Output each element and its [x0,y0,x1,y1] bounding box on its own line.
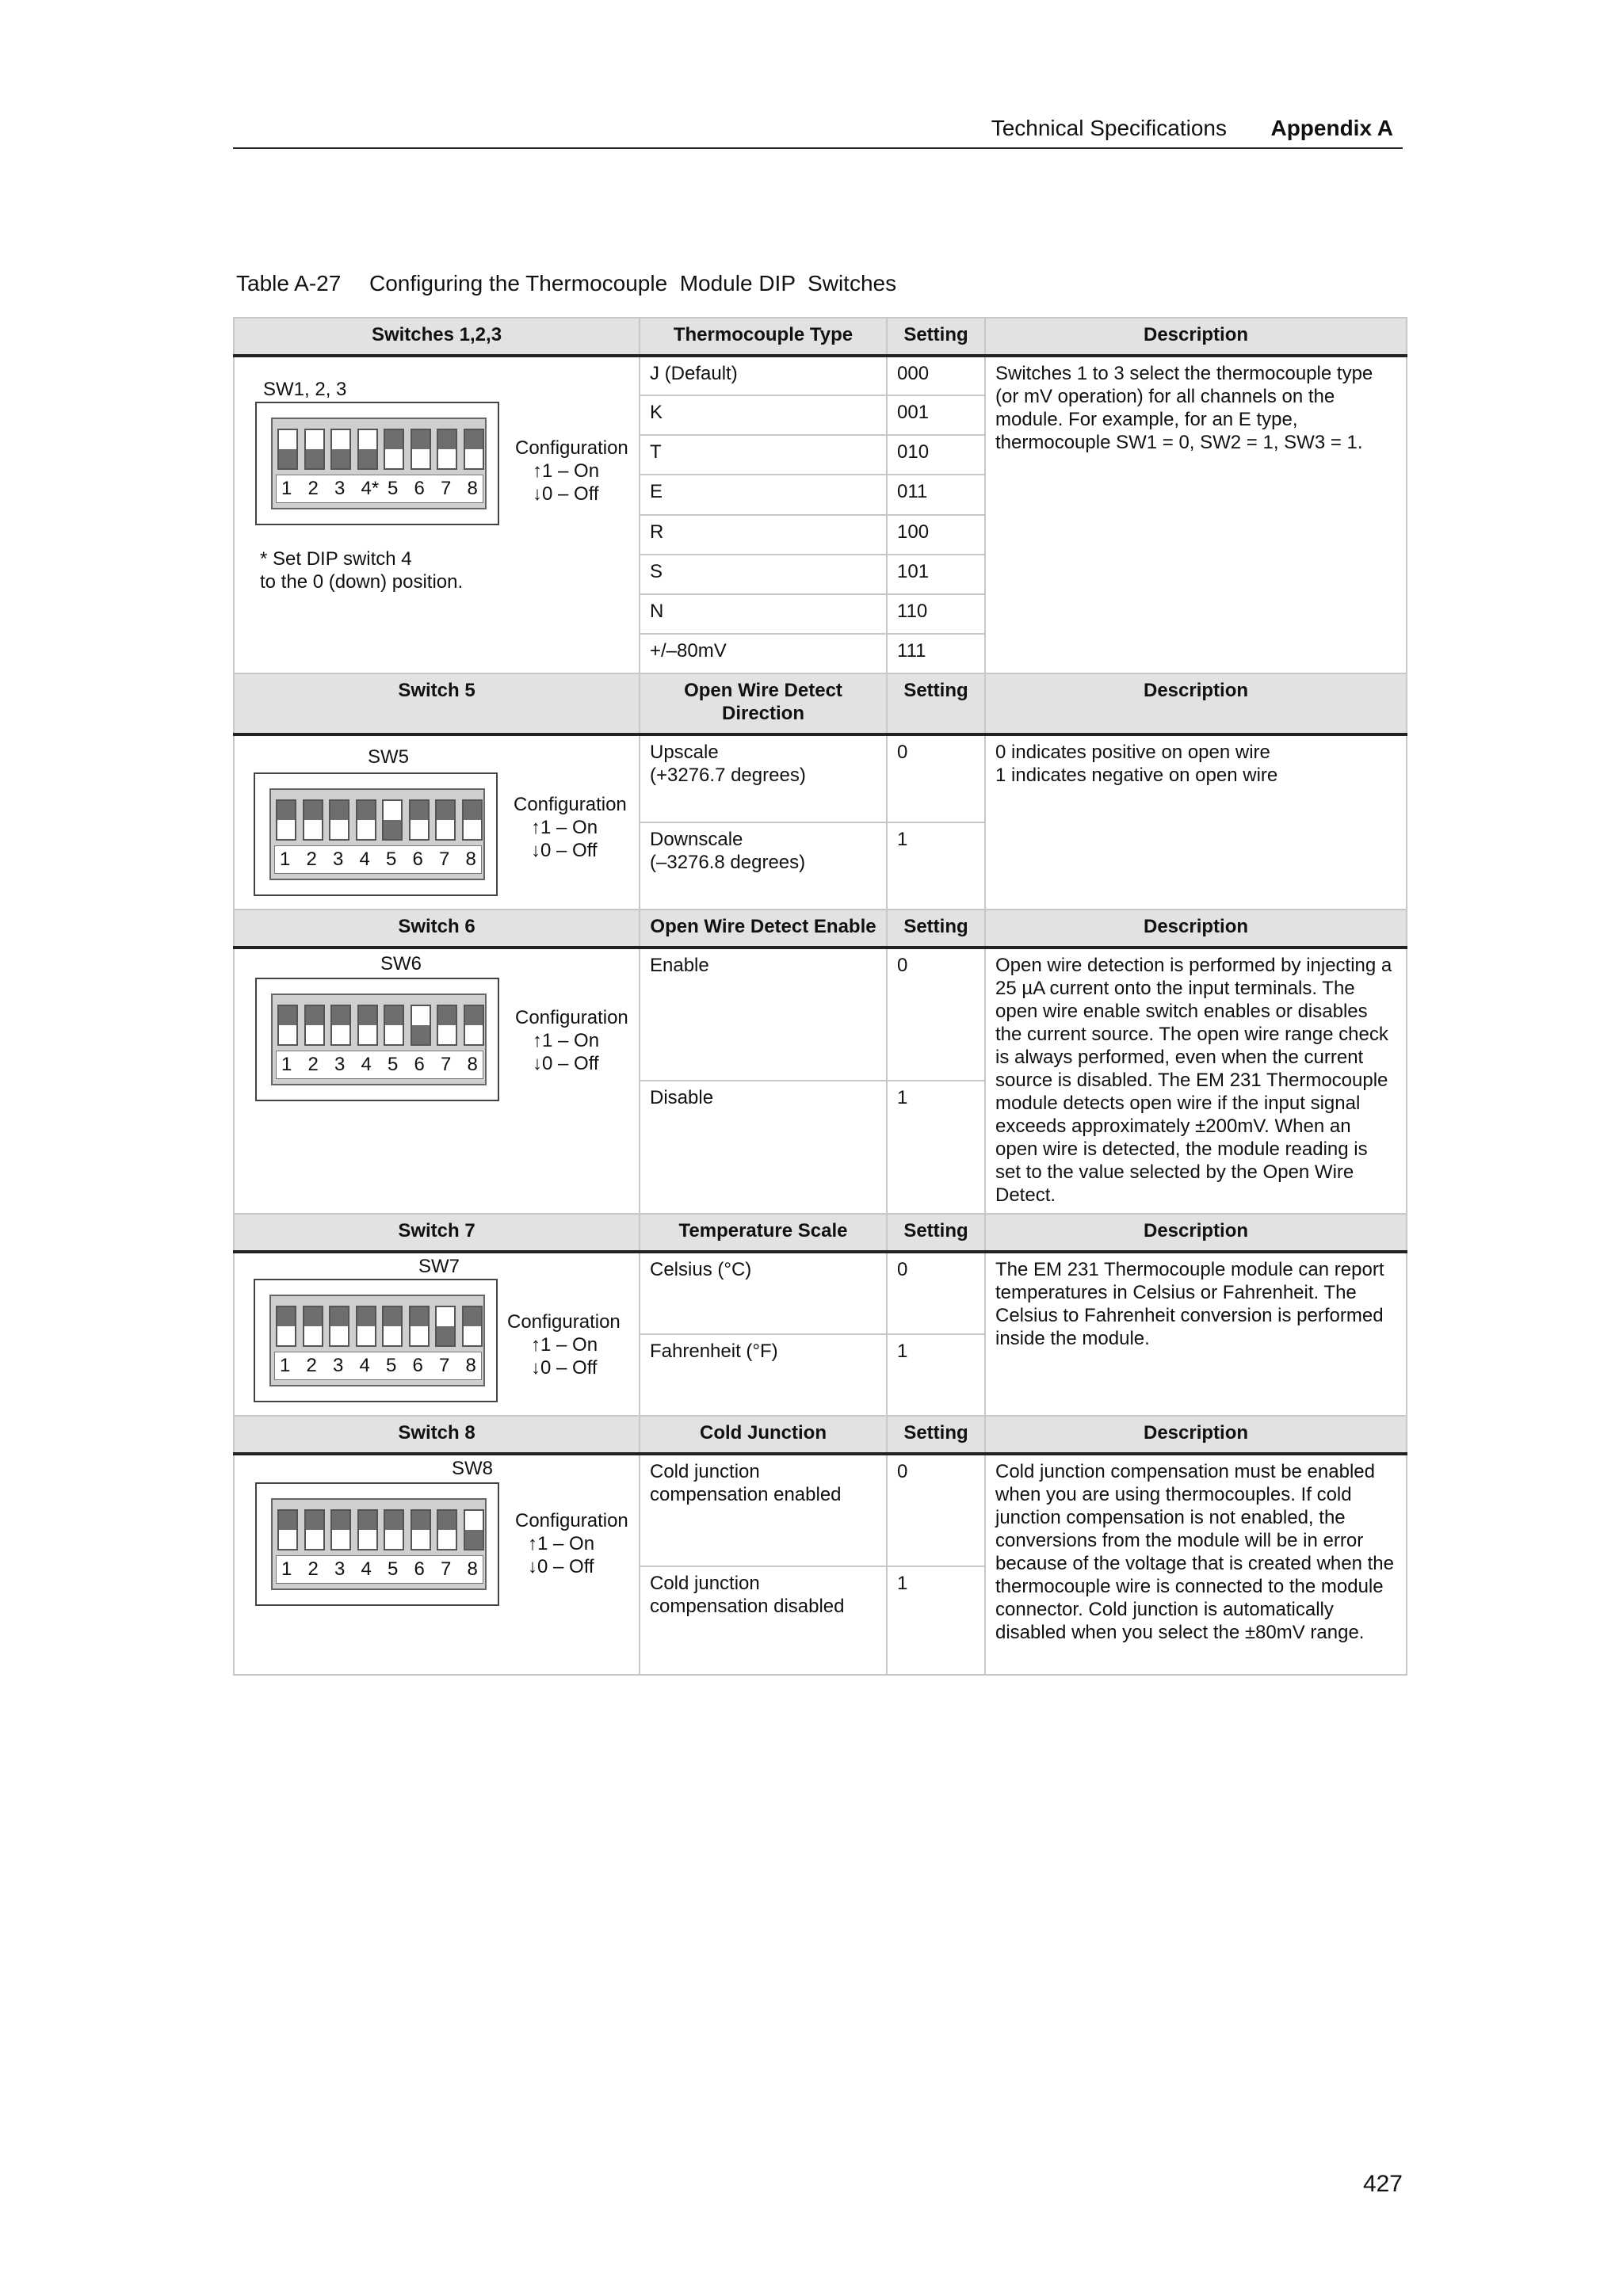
type-cell: Enable [640,948,887,1081]
switch-lever [357,1307,375,1326]
dip-switch-8 [462,799,483,841]
dip-figure-cell [234,356,640,673]
table-header-row [234,910,1407,948]
figure-label: SW7 [418,1256,460,1277]
arrow-down-icon: ↓ [528,1556,537,1577]
switch-lever [332,1006,349,1025]
switch-number-label: 6 [414,1054,425,1075]
table-header-row [234,1416,1407,1454]
switch-lever [412,1025,430,1044]
switch-lever [304,801,322,820]
switch-number-label: 7 [439,849,450,870]
config-off-row [515,1555,628,1578]
switch-lever [306,1006,323,1025]
type-cell: +/–80mV [640,634,887,673]
arrow-up-icon: ↑ [531,817,540,838]
header-cell: Setting [887,673,985,734]
dip-switch-1 [277,1509,298,1550]
dip-switch-4 [357,1509,378,1550]
header-cell: Thermocouple Type [640,318,887,356]
switch-number-label: 1 [281,478,292,499]
switch-number-label: 2 [306,1355,317,1376]
dip-switch-6 [409,1306,430,1347]
switch-number-label: 8 [467,1558,478,1580]
switch-number-label: 8 [465,1355,476,1376]
table-caption [236,271,896,296]
type-cell: Downscale (–3276.8 degrees) [640,822,887,910]
switch-number-label: 4 [361,1054,372,1075]
switch-number-label: 3 [333,1355,344,1376]
dip-switch-3 [329,799,349,841]
dip-switch-7 [437,429,457,470]
arrow-up-icon: ↑ [528,1533,537,1554]
switch-number-label: 6 [412,849,423,870]
setting-cell: 101 [887,555,985,594]
figure-label: SW8 [452,1458,494,1479]
setting-cell: 001 [887,395,985,435]
dip-switch-block [269,1295,485,1386]
switch-number-label: 1 [281,1054,292,1075]
switch-lever [306,1511,323,1530]
switch-number-label: 3 [334,1558,346,1580]
switch-number-label: 1 [280,1355,291,1376]
switch-number-strip [274,845,482,874]
config-legend [515,1509,628,1578]
switch-number-strip [276,1051,483,1079]
dip-figure-cell [234,1454,640,1675]
switch-lever [464,1307,481,1326]
dip-switch-4 [357,1005,378,1046]
header-cell: Description [985,673,1407,734]
setting-cell: 000 [887,356,985,395]
switch-number-label: 1 [280,849,291,870]
dip-switch-1 [276,799,296,841]
type-cell: Celsius (°C) [640,1252,887,1334]
dip-switch-block [271,418,487,509]
arrow-up-icon: ↑ [533,1030,542,1051]
config-off: 0 – Off [540,840,598,861]
switch-lever [279,1006,296,1025]
dip-switch-3 [330,429,351,470]
page-number: 427 [1362,2171,1403,2197]
table-row [234,1252,1407,1334]
switch-lever [330,801,348,820]
dip-switch-diagram [255,1482,499,1606]
switch-lever [279,1511,296,1530]
switch-lever [359,1511,376,1530]
dip-switch-8 [464,1005,484,1046]
switch-lever [304,1307,322,1326]
description-cell: The EM 231 Thermocouple module can report temperatures in Celsius or Fahrenheit. The Celsius to Fahrenheit conversion is performed inside the module. [985,1252,1407,1416]
dip-switch-7 [435,1306,456,1347]
dip-figure [235,1455,640,1674]
dip-switch-1 [277,429,298,470]
arrow-up-icon: ↑ [531,1334,540,1356]
config-off: 0 – Off [542,483,599,505]
dip-figure [235,1253,640,1415]
setting-cell: 010 [887,435,985,475]
header-section-title: Technical Specifications [991,116,1227,140]
switch-lever [359,1006,376,1025]
dip-switch-2 [303,799,323,841]
header-cell: Open Wire Detect Direction [640,673,887,734]
header-cell: Description [985,1416,1407,1454]
switch-lever [332,449,349,468]
dip-switch-2 [304,1005,325,1046]
dip-switch-7 [435,799,456,841]
switch-number-strip [276,1555,483,1584]
setting-cell: 011 [887,475,985,514]
config-off-row [514,839,627,862]
switch-number-label: 7 [441,1558,452,1580]
dip-switch-4 [357,429,378,470]
dip-switch-5 [382,1306,403,1347]
type-cell: T [640,435,887,475]
page-header [233,116,1403,149]
switch-lever [464,801,481,820]
config-legend [507,1310,621,1379]
config-off: 0 – Off [542,1053,599,1074]
switch-number-label: 5 [388,1558,399,1580]
dip-figure [235,736,640,909]
header-cell: Switch 6 [234,910,640,948]
switch-lever [411,1307,428,1326]
switch-number-label: 4* [361,478,380,499]
switch-lever [465,1006,483,1025]
table-row [234,948,1407,1081]
config-on: 1 – On [542,460,600,482]
figure-label: SW1, 2, 3 [263,379,347,400]
dip-note: * Set DIP switch 4 to the 0 (down) position. [260,548,464,593]
setting-cell: 110 [887,594,985,634]
config-on-row [515,1029,628,1052]
table-header-row [234,673,1407,734]
switch-lever [465,430,483,449]
switch-number-label: 5 [386,849,397,870]
table-row [234,356,1407,395]
config-legend [515,437,628,505]
figure-label: SW5 [368,746,410,768]
arrow-down-icon: ↓ [531,840,540,861]
dip-switch-block [269,788,485,880]
setting-cell: 1 [887,1566,985,1675]
switch-lever [385,1511,403,1530]
dip-switch-2 [304,1509,325,1550]
type-cell: S [640,555,887,594]
switch-lever [359,449,376,468]
config-title: Configuration [515,1007,628,1028]
switch-lever [411,801,428,820]
dip-switch-7 [437,1005,457,1046]
config-off: 0 – Off [540,1357,598,1379]
arrow-down-icon: ↓ [533,1053,542,1074]
config-legend [515,1006,628,1075]
switch-number-label: 5 [388,1054,399,1075]
switch-lever [438,1511,456,1530]
switch-number-label: 3 [334,478,346,499]
config-off-row [507,1356,621,1379]
config-on-row [515,460,628,482]
table-number: Table A-27 [236,271,342,296]
dip-switch-6 [411,1005,431,1046]
dip-switch-diagram [255,978,499,1101]
table-row [234,734,1407,822]
dip-switch-diagram [254,1279,498,1402]
config-off: 0 – Off [537,1556,594,1577]
type-cell: K [640,395,887,435]
switch-lever [437,801,454,820]
description-cell: Open wire detection is performed by injecting a 25 µA current onto the input terminals. The open wire enable switch enables or disables the current source. The open wire range check is always performed, even when the current source is disabled. The EM 231 Thermocouple module detects open wire if the input signal exceeds approximately ±200mV. When an open wire is detected, the module reading is set to the value selected by the Open Wire Detect. [985,948,1407,1214]
config-on-row [515,1532,628,1555]
setting-cell: 0 [887,1454,985,1566]
setting-cell: 0 [887,948,985,1081]
config-off-row [515,482,628,505]
setting-cell: 0 [887,1252,985,1334]
switch-number-strip [274,1352,482,1380]
header-appendix-label: Appendix A [1270,116,1393,140]
dip-figure [235,357,640,673]
header-cell: Cold Junction [640,1416,887,1454]
table-header-row [234,1214,1407,1252]
dip-switch-1 [276,1306,296,1347]
dip-switch-block [271,1498,487,1590]
switch-lever [384,1307,401,1326]
header-cell: Temperature Scale [640,1214,887,1252]
switch-lever [277,801,295,820]
dip-switch-1 [277,1005,298,1046]
setting-cell: 1 [887,1334,985,1417]
switch-lever [357,801,375,820]
config-title: Configuration [507,1311,621,1333]
dip-switch-diagram [254,772,498,896]
header-cell: Setting [887,1416,985,1454]
switch-number-label: 7 [441,478,452,499]
table-title: Configuring the Thermocouple Module DIP Switches [369,271,897,296]
switch-number-label: 4 [359,849,370,870]
header-cell: Description [985,1214,1407,1252]
switch-number-label: 5 [388,478,399,499]
dip-switch-5 [384,429,404,470]
header-cell: Setting [887,318,985,356]
header-cell: Open Wire Detect Enable [640,910,887,948]
figure-label: SW6 [380,953,422,974]
switch-number-label: 8 [467,1054,478,1075]
switch-lever [384,820,401,839]
switch-number-label: 1 [281,1558,292,1580]
switch-number-label: 4 [361,1558,372,1580]
dip-figure-cell [234,948,640,1214]
description-cell: 0 indicates positive on open wire 1 indicates negative on open wire [985,734,1407,910]
config-title: Configuration [515,1510,628,1531]
dip-figure-cell [234,1252,640,1416]
arrow-down-icon: ↓ [531,1357,540,1379]
switch-number-label: 5 [386,1355,397,1376]
dip-switch-7 [437,1509,457,1550]
config-title: Configuration [515,437,628,459]
type-cell: N [640,594,887,634]
setting-cell: 100 [887,515,985,555]
switch-number-strip [276,475,483,503]
switch-number-label: 8 [465,849,476,870]
description-cell: Switches 1 to 3 select the thermocouple type (or mV operation) for all channels on the module. For example, for an E type, thermocouple SW1 = 0, SW2 = 1, SW3 = 1. [985,356,1407,673]
switch-number-label: 2 [307,1054,319,1075]
type-cell: Cold junction compensation disabled [640,1566,887,1675]
dip-switch-diagram [255,402,499,525]
dip-switch-5 [384,1509,404,1550]
table-header-row [234,318,1407,356]
header-cell: Switches 1,2,3 [234,318,640,356]
switch-number-label: 3 [334,1054,346,1075]
header-cell: Switch 5 [234,673,640,734]
type-cell: R [640,515,887,555]
arrow-down-icon: ↓ [533,483,542,505]
switch-number-label: 6 [412,1355,423,1376]
switch-lever [465,1530,483,1549]
dip-switch-3 [329,1306,349,1347]
switch-lever [438,430,456,449]
config-on-row [514,816,627,839]
switch-lever [385,1006,403,1025]
header-cell: Switch 8 [234,1416,640,1454]
config-off-row [515,1052,628,1075]
setting-cell: 1 [887,1081,985,1214]
dip-switch-3 [330,1005,351,1046]
arrow-up-icon: ↑ [533,460,542,482]
switch-lever [279,449,296,468]
type-cell: J (Default) [640,356,887,395]
dip-switch-2 [303,1306,323,1347]
config-on: 1 – On [537,1533,595,1554]
description-cell: Cold junction compensation must be enabled when you are using thermocouples. If cold junction compensation is not enabled, the conversions from the module will be in error because of the voltage that is created when the thermocouple wire is connected to the module connector. Cold junction is automatically disabled when you select the ±80mV range. [985,1454,1407,1675]
dip-switch-block [271,994,487,1085]
header-cell: Switch 7 [234,1214,640,1252]
switch-number-label: 2 [307,1558,319,1580]
dip-switch-5 [384,1005,404,1046]
config-on-row [507,1333,621,1356]
dip-figure [235,949,640,1211]
switch-lever [330,1307,348,1326]
type-cell: Upscale (+3276.7 degrees) [640,734,887,822]
switch-number-label: 7 [441,1054,452,1075]
switch-lever [437,1326,454,1345]
type-cell: E [640,475,887,514]
switch-lever [332,1511,349,1530]
dip-switch-8 [464,429,484,470]
switch-lever [306,449,323,468]
config-title: Configuration [514,794,627,815]
switch-number-label: 6 [414,478,425,499]
dip-switch-4 [356,1306,376,1347]
switch-lever [438,1006,456,1025]
type-cell: Cold junction compensation enabled [640,1454,887,1566]
switch-number-label: 6 [414,1558,425,1580]
switch-number-label: 7 [439,1355,450,1376]
switch-lever [412,1511,430,1530]
config-legend [514,793,627,862]
switch-number-label: 2 [306,849,317,870]
dip-switch-2 [304,429,325,470]
table-row [234,1454,1407,1566]
setting-cell: 0 [887,734,985,822]
dip-switch-5 [382,799,403,841]
dip-switch-6 [411,429,431,470]
type-cell: Disable [640,1081,887,1214]
setting-cell: 111 [887,634,985,673]
dip-switch-8 [462,1306,483,1347]
header-cell: Description [985,318,1407,356]
config-on: 1 – On [540,1334,598,1356]
dip-switch-6 [409,799,430,841]
dip-switch-6 [411,1509,431,1550]
dip-switch-table [233,317,1407,1676]
dip-figure-cell [234,734,640,910]
dip-switch-3 [330,1509,351,1550]
switch-number-label: 4 [359,1355,370,1376]
type-cell: Fahrenheit (°F) [640,1334,887,1417]
switch-lever [412,430,430,449]
switch-number-label: 2 [307,478,319,499]
switch-number-label: 3 [333,849,344,870]
header-cell: Setting [887,1214,985,1252]
switch-lever [277,1307,295,1326]
header-cell: Setting [887,910,985,948]
dip-switch-4 [356,799,376,841]
setting-cell: 1 [887,822,985,910]
config-on: 1 – On [542,1030,600,1051]
switch-lever [385,430,403,449]
switch-number-label: 8 [467,478,478,499]
dip-switch-8 [464,1509,484,1550]
config-on: 1 – On [540,817,598,838]
header-cell: Description [985,910,1407,948]
